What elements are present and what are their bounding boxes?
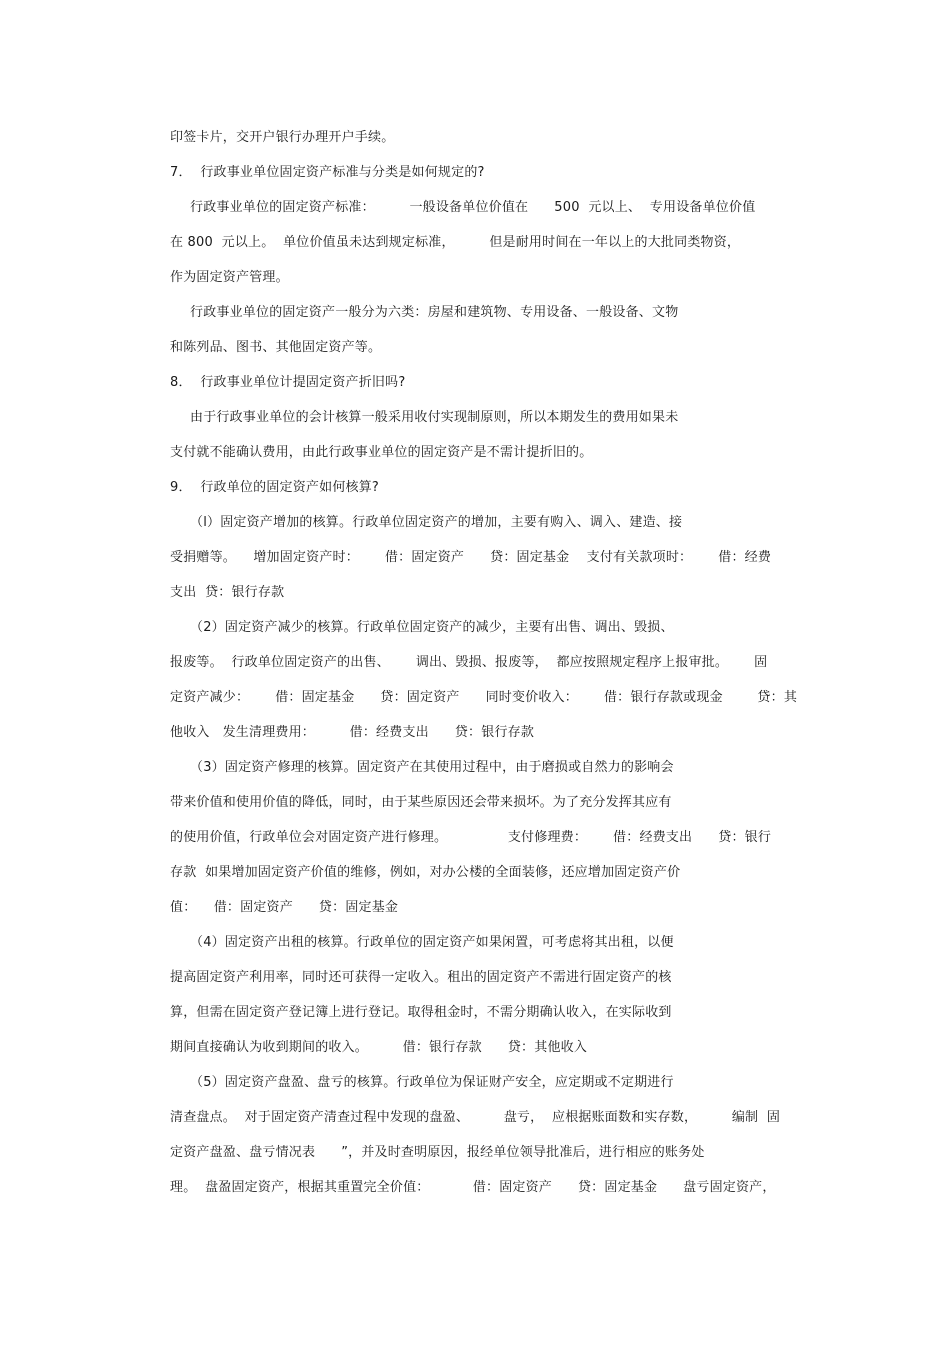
text-line: 行政事业单位的固定资产标准： 一般设备单位价值在 500 元以上、 专用设备单位价值 bbox=[190, 200, 756, 215]
question-heading: 7． 行政事业单位固定资产标准与分类是如何规定的? bbox=[170, 165, 485, 180]
text-line: 印签卡片，交开户银行办理开户手续。 bbox=[170, 130, 395, 145]
text-line: 值： 借：固定资产 贷：固定基金 bbox=[170, 900, 399, 915]
text-line: 的使用价值，行政单位会对固定资产进行修理。 支付修理费： 借：经费支出 贷：银行 bbox=[170, 830, 772, 845]
text-line: 支付就不能确认费用，由此行政事业单位的固定资产是不需计提折旧的。 bbox=[170, 445, 593, 460]
text-line: 期间直接确认为收到期间的收入。 借：银行存款 贷：其他收入 bbox=[170, 1040, 588, 1055]
text-line: 报废等。 行政单位固定资产的出售、 调出、毁损、报废等， 都应按照规定程序上报审批。 固 bbox=[170, 655, 768, 670]
text-line: （2）固定资产减少的核算。行政单位固定资产的减少，主要有出售、调出、毁损、 bbox=[190, 620, 674, 635]
text-line: 他收入 发生清理费用： 借：经费支出 贷：银行存款 bbox=[170, 725, 535, 740]
text-line: 支出 贷：银行存款 bbox=[170, 585, 285, 600]
text-line: 存款 如果增加固定资产价值的维修，例如，对办公楼的全面装修，还应增加固定资产价 bbox=[170, 865, 681, 880]
text-line: 在 800 元以上。 单位价值虽未达到规定标准， 但是耐用时间在一年以上的大批同类物资， bbox=[170, 235, 741, 250]
text-line: 理。 盘盈固定资产，根据其重置完全价值： 借：固定资产 贷：固定基金 盘亏固定资产， bbox=[170, 1180, 776, 1195]
text-line: 和陈列品、图书、其他固定资产等。 bbox=[170, 340, 382, 355]
text-line: 算，但需在固定资产登记簿上进行登记。取得租金时，不需分期确认收入，在实际收到 bbox=[170, 1005, 672, 1020]
text-line: 定资产减少： 借：固定基金 贷：固定资产 同时变价收入： 借：银行存款或现金 贷：其 bbox=[170, 690, 798, 705]
text-line: （5）固定资产盘盈、盘亏的核算。行政单位为保证财产安全，应定期或不定期进行 bbox=[190, 1075, 674, 1090]
text-line: 清查盘点。 对于固定资产清查过程中发现的盘盈、 盘亏， 应根据账面数和实存数， 编制 固 bbox=[170, 1110, 781, 1125]
text-line: 带来价值和使用价值的降低，同时，由于某些原因还会带来损坏。为了充分发挥其应有 bbox=[170, 795, 672, 810]
text-line: 受捐赠等。 增加固定资产时： 借：固定资产 贷：固定基金 支付有关款项时： 借：经费 bbox=[170, 550, 772, 565]
text-line: （4）固定资产出租的核算。行政单位的固定资产如果闲置，可考虑将其出租，以便 bbox=[190, 935, 674, 950]
text-line: 由于行政事业单位的会计核算一般采用收付实现制原则，所以本期发生的费用如果未 bbox=[190, 410, 679, 425]
text-line: 定资产盘盈、盘亏情况表 ”，并及时查明原因，报经单位领导批准后，进行相应的账务处 bbox=[170, 1145, 705, 1160]
text-line: （l）固定资产增加的核算。行政单位固定资产的增加，主要有购入、调入、建造、接 bbox=[190, 515, 683, 530]
text-line: （3）固定资产修理的核算。固定资产在其使用过程中，由于磨损或自然力的影响会 bbox=[190, 760, 674, 775]
text-line: 行政事业单位的固定资产一般分为六类：房屋和建筑物、专用设备、一般设备、文物 bbox=[190, 305, 679, 320]
text-line: 作为固定资产管理。 bbox=[170, 270, 289, 285]
text-line: 提高固定资产利用率，同时还可获得一定收入。租出的固定资产不需进行固定资产的核 bbox=[170, 970, 672, 985]
question-heading: 9． 行政单位的固定资产如何核算? bbox=[170, 480, 380, 495]
question-heading: 8． 行政事业单位计提固定资产折旧吗? bbox=[170, 375, 406, 390]
